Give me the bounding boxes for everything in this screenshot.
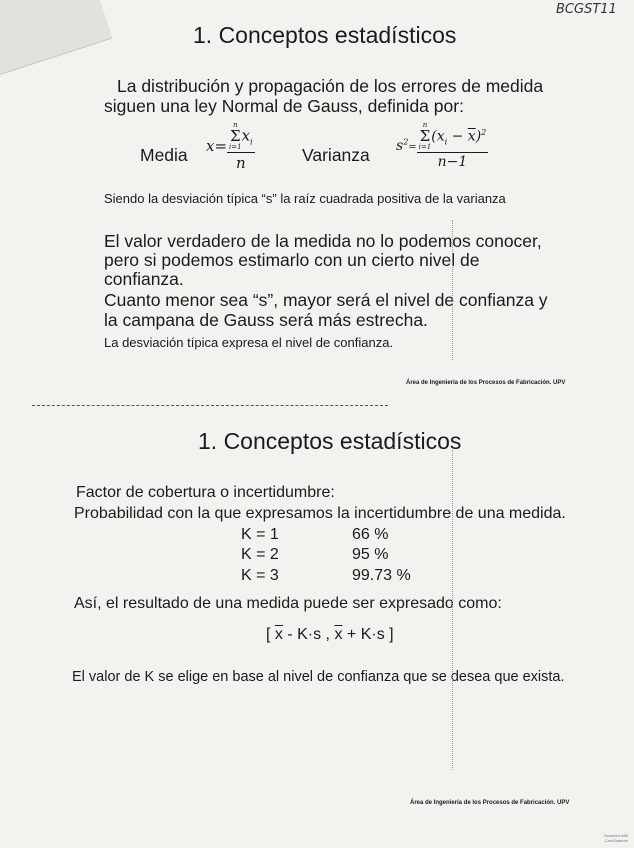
slide2-footer: Área de Ingeniería de los Procesos de Fabricación. UPV	[410, 800, 570, 806]
fold-line-upper	[452, 220, 453, 360]
slide1-intro-line2: siguen una ley Normal de Gauss, definida por:	[104, 96, 464, 116]
sigma-icon: Σ	[230, 127, 241, 145]
slide-separator	[32, 405, 388, 406]
mean-fraction	[227, 122, 255, 172]
interval-expression	[266, 626, 394, 644]
slide1-p2-line2: pero si podemos estimarlo con un cierto nivel de	[104, 250, 480, 270]
slide2-heading: Factor de cobertura o incertidumbre:	[76, 484, 335, 501]
mean-sum	[229, 122, 242, 151]
media-label: Media	[140, 145, 188, 165]
mean-eq: =	[214, 137, 228, 155]
mean-numerator	[227, 122, 255, 153]
var-term-close: )	[475, 128, 482, 145]
varianza-label: Varianza	[302, 145, 370, 165]
k-row-1-pct: 66 %	[352, 526, 389, 543]
var-term-exp: 2	[481, 127, 487, 137]
slide2-title: 1. Conceptos estadísticos	[198, 428, 462, 454]
slide2-prob-line: Probabilidad con la que expresamos la incertidumbre de una medida.	[74, 505, 566, 522]
scanner-line2: CamScanner	[604, 838, 628, 844]
slide1-title: 1. Conceptos estadísticos	[193, 22, 457, 48]
slide1-intro-line1: La distribución y propagación de los errores de medida	[117, 76, 544, 96]
fold-line-lower	[452, 450, 453, 770]
var-eq: =	[408, 142, 417, 153]
mean-lhs: x	[206, 137, 215, 155]
var-term-sub: i	[444, 137, 448, 147]
slide1-footer: Área de Ingeniería de los Procesos de Fabricación. UPV	[406, 380, 566, 386]
k-row-2-k: K = 2	[241, 546, 279, 563]
slide1-p3-line2: la campana de Gauss será más estrecha.	[104, 310, 428, 330]
mean-sum-lower: i=1	[229, 143, 242, 151]
var-sum-upper: n	[422, 121, 428, 129]
slide1-p3-line1: Cuanto menor sea “s”, mayor será el nivel de confianza y	[104, 290, 548, 310]
var-term-open: (x	[431, 128, 445, 145]
var-term-mid: −	[447, 128, 468, 145]
mean-sum-upper: n	[233, 121, 238, 129]
k-row-1-k: K = 1	[241, 526, 279, 543]
mean-sub: i	[250, 137, 253, 147]
var-lhs: s	[396, 138, 404, 154]
slide2-k-choice: El valor de K se elige en base al nivel de confianza que se desea que exista.	[72, 669, 565, 685]
mean-formula	[206, 122, 255, 172]
handwritten-mark: BCGST11	[556, 2, 617, 17]
var-numerator	[417, 122, 489, 153]
folded-corner	[0, 0, 112, 79]
variance-formula	[396, 122, 488, 170]
slide1-p2-line1: El valor verdadero de la medida no lo podemos conocer,	[104, 231, 542, 251]
var-sum-lower: i=1	[418, 143, 432, 151]
mean-denominator: n	[236, 154, 246, 172]
var-sum	[419, 122, 432, 151]
interval-open: [	[266, 626, 275, 643]
interval-xbar2: $\overline{x}$	[334, 626, 343, 643]
interval-minus: - K·s ,	[282, 626, 335, 643]
k-row-2-pct: 95 %	[352, 546, 389, 563]
var-exp: 2	[403, 137, 409, 147]
var-denominator: n−1	[437, 154, 468, 170]
k-row-3-k: K = 3	[241, 567, 279, 584]
var-term-xbar: $\overline{x}$	[467, 128, 476, 145]
slide1-p4: La desviación típica expresa el nivel de confianza.	[104, 335, 394, 350]
scanner-logo	[604, 834, 628, 844]
interval-xbar1: $\overline{x}$	[274, 626, 283, 643]
interval-plus: + K·s ]	[342, 626, 394, 643]
k-row-3-pct: 99.73 %	[352, 567, 411, 584]
scanner-line1: Scanned with	[603, 833, 628, 839]
slide2-asi-line: Así, el resultado de una medida puede ser expresado como:	[74, 595, 502, 612]
desv-note: Siendo la desviación típica “s” la raíz cuadrada positiva de la varianza	[104, 191, 506, 206]
mean-term: x	[241, 126, 251, 145]
slide1-p2-line3: confianza.	[104, 269, 184, 289]
var-fraction	[417, 122, 489, 170]
sigma-icon: Σ	[419, 127, 431, 145]
